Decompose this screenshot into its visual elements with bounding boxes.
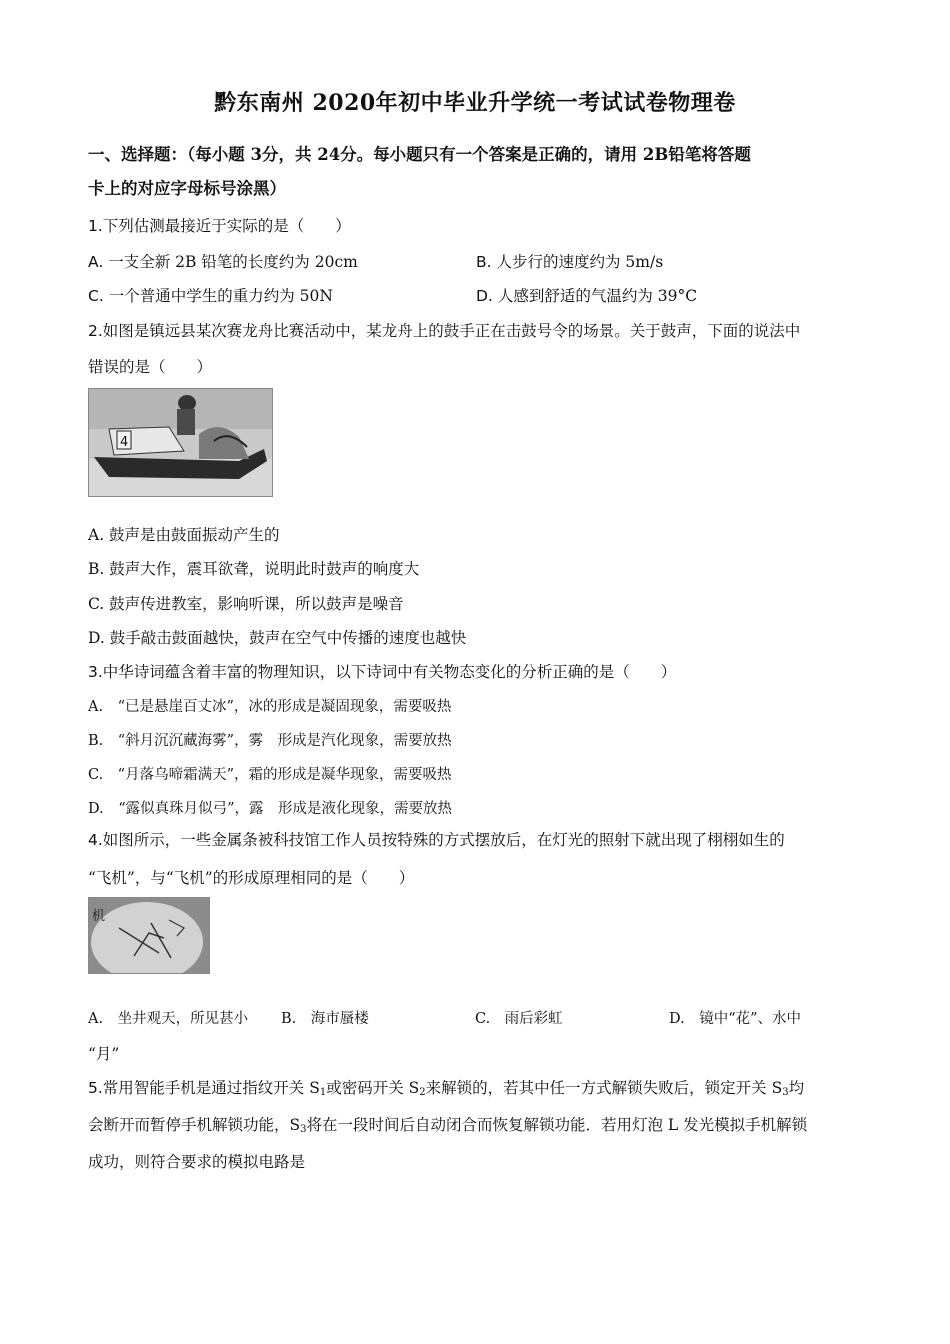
airplane-shadow-photo: [88, 897, 210, 974]
question-2-option-c: C. 鼓声传进教室，影响听课，所以鼓声是噪音: [88, 595, 404, 613]
option-letter: A.: [88, 253, 104, 271]
question-4-option-a: A. 坐井观天，所见甚小: [88, 1011, 249, 1027]
question-4-stem-line2: “飞机”，与“飞机”的形成原理相同的是（ ）: [88, 869, 415, 887]
question-4-option-d-continued: “月”: [88, 1045, 120, 1063]
question-3-option-d: D. “露似真珠月似弓”，露 形成是液化现象，需要放热: [88, 801, 453, 817]
question-5-text-part: 会断开而暂停手机解锁功能，S: [88, 1116, 301, 1134]
question-5-text-part: 将在一段时间后自动闭合而恢复解锁功能．若用灯泡 L 发光模拟手机解锁: [306, 1116, 808, 1134]
question-3-option-a: A. “已是悬崖百丈冰”，冰的形成是凝固现象，需要吸热: [88, 699, 452, 715]
option-letter: C.: [88, 287, 104, 305]
question-1-stem: [88, 214, 351, 236]
question-1-text: 下列估测最接近于实际的是（ ）: [102, 217, 351, 235]
question-3-stem: [88, 660, 676, 682]
question-3-option-b: B. “斜月沉沉藏海雾”，雾 形成是汽化现象，需要放热: [88, 733, 452, 749]
subscript: 1: [319, 1087, 327, 1098]
question-4-stem-line1: [88, 828, 785, 850]
option-text: 一支全新 2B 铅笔的长度约为 20cm: [108, 253, 358, 271]
page-title: 黔东南州 2020年初中毕业升学统一考试试卷物理卷: [214, 90, 736, 116]
section-header-line2: 卡上的对应字母标号涂黑）: [88, 179, 286, 198]
photo-corner-label: 机: [92, 909, 106, 924]
question-5-stem-line1: [88, 1076, 804, 1098]
option-text: 一个普通中学生的重力约为 50N: [108, 287, 333, 305]
question-4-option-c: C. 雨后彩虹: [475, 1011, 563, 1027]
question-5-stem-line3: 成功，则符合要求的模拟电路是: [88, 1153, 306, 1171]
question-2-option-b: B. 鼓声大作，震耳欲聋，说明此时鼓声的响度大: [88, 560, 420, 578]
question-1-option-d: [476, 284, 697, 306]
question-1-option-b: [476, 250, 663, 272]
boat-number-label: 4: [120, 435, 129, 450]
question-1-number: 1.: [88, 217, 103, 235]
question-3-number: 3.: [88, 663, 103, 681]
dragon-boat-illustration: [89, 389, 272, 496]
question-2-option-a: A. 鼓声是由鼓面振动产生的: [88, 526, 280, 544]
question-2-stem-line1: [88, 319, 800, 341]
question-2-stem-line2: 错误的是（ ）: [88, 358, 213, 376]
section-header: [88, 138, 868, 206]
subscript: 2: [419, 1087, 426, 1098]
section-header-line1: 一、选择题：（每小题 3分，共 24分。每小题只有一个答案是正确的，请用 2B铅笔将答题: [88, 145, 751, 164]
question-2-number: 2.: [88, 322, 103, 340]
question-2-option-d: D. 鼓手敲击鼓面越快，鼓声在空气中传播的速度也越快: [88, 629, 467, 647]
option-text: 人感到舒适的气温约为 39°C: [497, 287, 698, 305]
option-letter: D.: [476, 287, 493, 305]
question-5-text-part: 或密码开关 S: [326, 1079, 420, 1097]
question-4-option-b: B. 海市蜃楼: [281, 1011, 369, 1027]
subscript: 3: [300, 1124, 307, 1135]
subscript: 3: [782, 1087, 789, 1098]
question-3-option-c: C. “月落乌啼霜满天”，霜的形成是凝华现象，需要吸热: [88, 767, 452, 783]
question-5-number: 5.: [88, 1079, 103, 1097]
question-5-text-part: 来解锁的，若其中任一方式解锁失败后，锁定开关 S: [425, 1079, 783, 1097]
question-1-option-a: [88, 250, 358, 272]
question-4-number: 4.: [88, 831, 103, 849]
question-1-option-c: [88, 284, 333, 306]
option-letter: B.: [476, 253, 492, 271]
question-5-stem-line2: [88, 1113, 807, 1135]
question-5-text-part: 均: [788, 1079, 805, 1097]
airplane-shadow-illustration: [89, 898, 209, 973]
question-5-text-part: 常用智能手机是通过指纹开关 S: [102, 1079, 320, 1097]
question-3-text: 中华诗词蕴含着丰富的物理知识，以下诗词中有关物态变化的分析正确的是（ ）: [102, 663, 677, 681]
question-4-option-d: D. 镜中“花”、水中: [669, 1011, 802, 1027]
question-4-text: 如图所示，一些金属条被科技馆工作人员按特殊的方式摆放后，在灯光的照射下就出现了栩栩如生的: [102, 831, 785, 849]
dragon-boat-photo: [88, 388, 273, 497]
option-text: 人步行的速度约为 5m/s: [496, 253, 664, 271]
question-2-text: 如图是镇远县某次赛龙舟比赛活动中，某龙舟上的鼓手正在击鼓号令的场景。关于鼓声，下面的说法中: [102, 322, 801, 340]
